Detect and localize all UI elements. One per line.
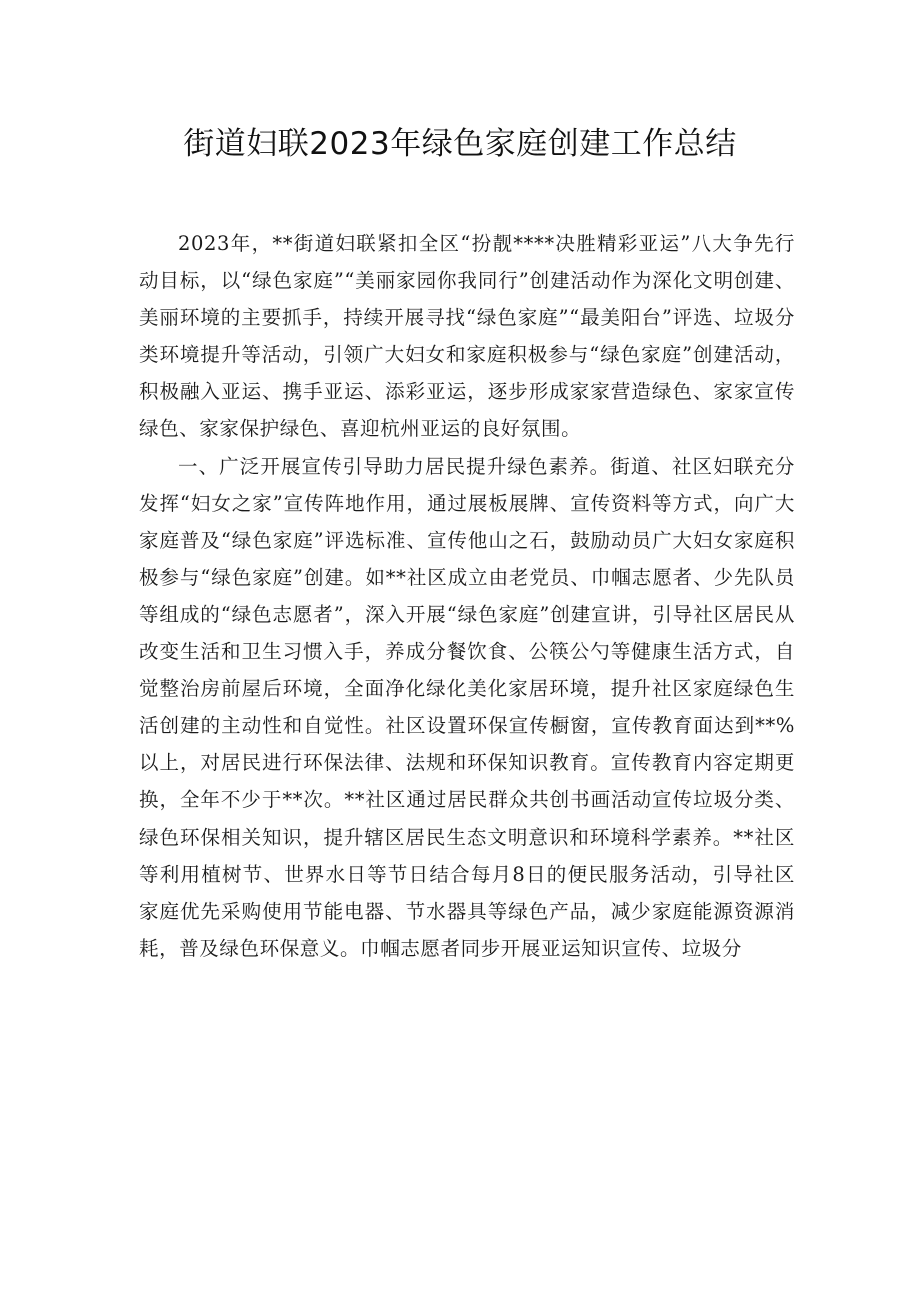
paragraph-intro: 2023年，**街道妇联紧扣全区“扮靓****决胜精彩亚运”八大争先行动目标，以“绿色家庭”“美丽家园你我同行”创建活动作为深化文明创建、美丽环境的主要抓手，持续开展寻找“绿色家庭”“最美阳台”评选、垃圾分类环境提升等活动，引领广大妇女和家庭积极参与“绿色家庭”创建活动，积极融入亚运、携手亚运、添彩亚运，逐步形成家家营造绿色、家家宣传绿色、家家保护绿色、喜迎杭州亚运的良好氛围。 [139, 232, 795, 441]
document-body [139, 225, 795, 967]
paragraph-section-one: 一、广泛开展宣传引导助力居民提升绿色素养。街道、社区妇联充分发挥“妇女之家”宣传阵地作用，通过展板展牌、宣传资料等方式，向广大家庭普及“绿色家庭”评选标准、宣传他山之石，鼓励动员广大妇女家庭积极参与“绿色家庭”创建。如**社区成立由老党员、巾帼志愿者、少先队员等组成的“绿色志愿者”，深入开展“绿色家庭”创建宣讲，引导社区居民从改变生活和卫生习惯入手，养成分餐饮食、公筷公勺等健康生活方式，自觉整治房前屋后环境，全面净化绿化美化家居环境，提升社区家庭绿色生活创建的主动性和自觉性。社区设置环保宣传橱窗，宣传教育面达到**%以上，对居民进行环保法律、法规和环保知识教育。宣传教育内容定期更换，全年不少于**次。**社区通过居民群众共创书画活动宣传垃圾分类、绿色环保相关知识，提升辖区居民生态文明意识和环境科学素养。**社区等利用植树节、世界水日等节日结合每月8日的便民服务活动，引导社区家庭优先采购使用节能电器、节水器具等绿色产品，减少家庭能源资源消耗，普及绿色环保意义。巾帼志愿者同步开展亚运知识宣传、垃圾分 [139, 454, 795, 960]
document-title: 街道妇联2023年绿色家庭创建工作总结 [183, 126, 737, 162]
